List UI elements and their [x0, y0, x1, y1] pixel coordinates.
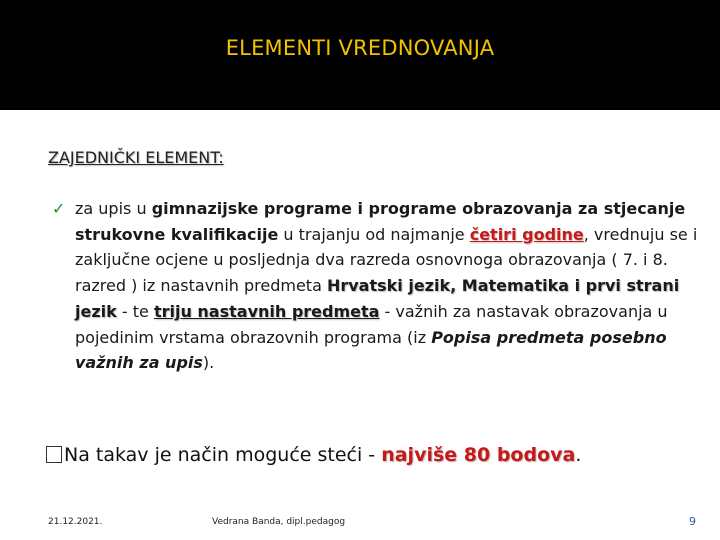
text-segment: ).	[202, 353, 215, 373]
core-subjects: Hrvatski jezik, Matematika i prvi strani jezik	[75, 276, 680, 321]
bullet-text	[75, 196, 715, 376]
slide-title: ELEMENTI VREDNOVANJA	[225, 36, 495, 60]
summary-line	[46, 444, 581, 466]
subject-list-reference: Popisa predmeta posebno važnih za upis	[75, 327, 667, 373]
program-types: gimnazijske programe i programe obrazovanja za stjecanje strukovne kvalifikacije	[75, 199, 686, 244]
bullet-item	[52, 196, 717, 376]
footer-date: 21.12.2021.	[48, 517, 103, 527]
text-segment: za upis u	[75, 199, 152, 218]
text-segment: - važnih za nastavak obrazovanja u pojedinim vrstama obrazovnih programa (iz	[75, 301, 668, 347]
summary-text: Na takav je način moguće steći -	[64, 444, 382, 466]
page-number: 9	[689, 515, 696, 528]
three-subjects: triju nastavnih predmeta	[153, 301, 380, 321]
duration-highlight: četiri godine	[469, 224, 584, 244]
header-bar	[0, 0, 720, 110]
summary-end: .	[575, 444, 582, 466]
points-highlight: najviše 80 bodova	[381, 444, 576, 466]
text-segment: , vrednuju se i zaključne ocjene u posljednja dva razreda osnovnoga obrazovanja ( 7. i 8. razred ) iz nastavnih predmeta	[75, 224, 698, 296]
checkbox-icon	[46, 446, 62, 463]
section-title: ZAJEDNIČKI ELEMENT:	[48, 148, 224, 167]
footer-author: Vedrana Banda, dipl.pedagog	[212, 517, 346, 527]
checkmark-icon: ✓	[52, 199, 66, 218]
text-segment: - te	[116, 301, 154, 321]
text-segment: u trajanju od najmanje	[278, 224, 470, 244]
